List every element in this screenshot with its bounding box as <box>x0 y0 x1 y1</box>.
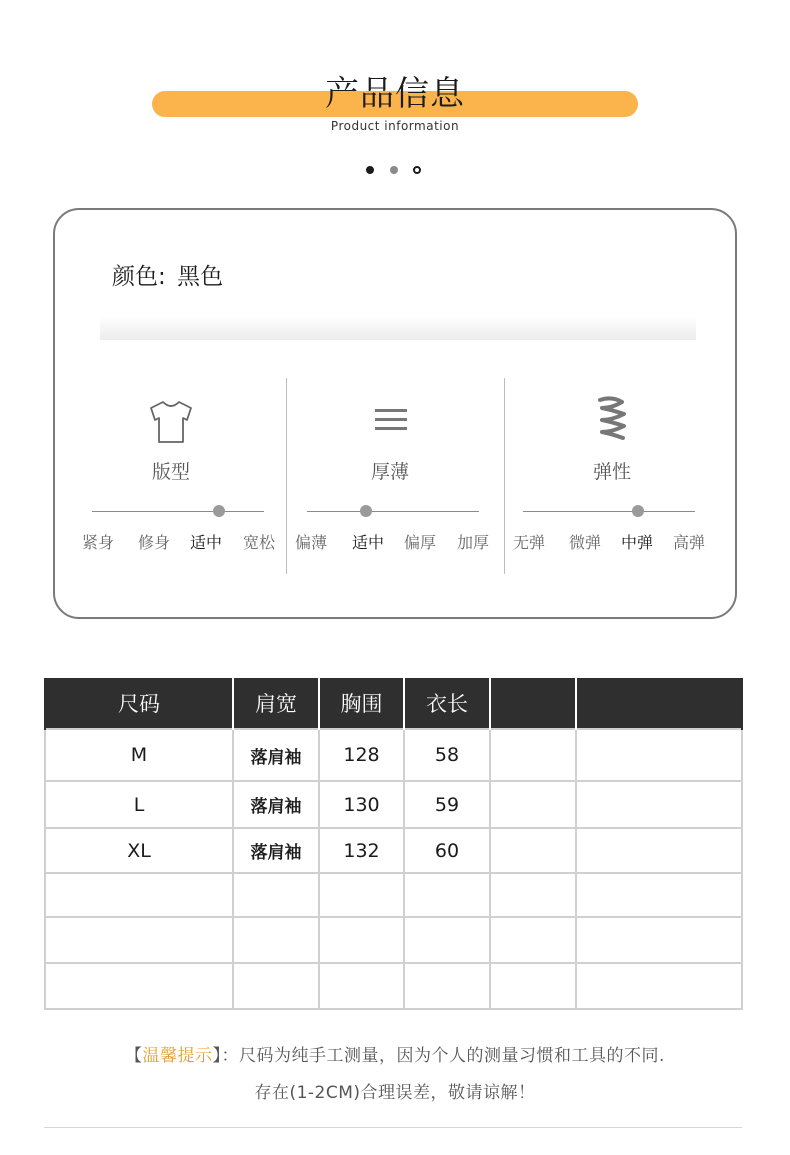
color-info <box>112 258 223 291</box>
table-cell: 132 <box>319 828 404 873</box>
table-cell <box>233 917 319 963</box>
table-cell <box>576 873 742 917</box>
carousel-dot-2 <box>390 166 398 174</box>
header-chest: 胸围 <box>319 678 404 729</box>
table-cell: L <box>45 781 233 828</box>
tshirt-icon <box>148 399 194 445</box>
attr-label-fit: 版型 <box>151 461 190 483</box>
table-cell <box>490 917 576 963</box>
column-divider <box>286 378 287 574</box>
fit-option-selected: 适中 <box>190 533 223 552</box>
fit-option: 紧身 <box>82 533 115 552</box>
table-row <box>45 917 742 963</box>
column-divider <box>504 378 505 574</box>
fit-option: 宽松 <box>243 533 276 552</box>
table-cell <box>490 781 576 828</box>
table-cell <box>45 873 233 917</box>
table-cell <box>490 873 576 917</box>
carousel-dot-3 <box>413 166 421 174</box>
size-note-line-2: 存在(1-2CM)合理误差，敬请谅解！ <box>254 1083 536 1103</box>
attr-label-thickness: 厚薄 <box>370 461 409 483</box>
table-cell: 落肩袖 <box>233 828 319 873</box>
table-row <box>45 828 742 873</box>
thickness-option-selected: 适中 <box>352 533 385 552</box>
divider-shadow <box>100 316 696 340</box>
size-note-line-1 <box>0 1041 790 1066</box>
table-cell <box>576 917 742 963</box>
table-cell <box>490 963 576 1009</box>
elasticity-option: 无弹 <box>513 533 546 552</box>
thickness-option: 加厚 <box>457 533 490 552</box>
table-cell <box>404 917 490 963</box>
layers-icon <box>374 408 408 432</box>
attr-label-elasticity: 弹性 <box>592 461 631 483</box>
note-highlight: 温馨提示 <box>142 1046 213 1066</box>
table-cell <box>319 917 404 963</box>
table-cell <box>576 963 742 1009</box>
table-cell: M <box>45 729 233 781</box>
header-length: 衣长 <box>404 678 490 729</box>
elasticity-option-selected: 中弹 <box>621 533 654 552</box>
size-table <box>44 678 743 1010</box>
page-title: 产品信息 <box>325 74 465 114</box>
table-cell <box>576 828 742 873</box>
thickness-scale-track <box>307 511 479 512</box>
table-cell: 落肩袖 <box>233 729 319 781</box>
table-cell <box>490 729 576 781</box>
elasticity-scale-marker <box>632 505 644 517</box>
fit-option: 修身 <box>138 533 171 552</box>
table-cell <box>576 781 742 828</box>
bottom-divider <box>44 1127 742 1128</box>
note-text: ：尺码为纯手工测量，因为个人的测量习惯和工具的不同. <box>221 1046 665 1066</box>
thickness-option: 偏厚 <box>404 533 437 552</box>
table-cell <box>319 873 404 917</box>
table-cell <box>233 963 319 1009</box>
header-size: 尺码 <box>45 678 233 729</box>
spring-icon <box>596 396 628 442</box>
table-cell <box>45 917 233 963</box>
color-label: 颜色: <box>112 264 166 290</box>
table-row <box>45 729 742 781</box>
table-cell <box>576 729 742 781</box>
table-cell <box>404 963 490 1009</box>
thickness-scale-marker <box>360 505 372 517</box>
header-empty <box>490 678 576 729</box>
table-row <box>45 963 742 1009</box>
elasticity-option: 高弹 <box>673 533 706 552</box>
color-value: 黑色 <box>177 264 224 290</box>
table-cell: XL <box>45 828 233 873</box>
table-cell <box>233 873 319 917</box>
table-cell <box>45 963 233 1009</box>
fit-scale-track <box>92 511 264 512</box>
elasticity-option: 微弹 <box>569 533 602 552</box>
table-cell <box>319 963 404 1009</box>
thickness-option: 偏薄 <box>295 533 328 552</box>
table-row <box>45 873 742 917</box>
table-row <box>45 781 742 828</box>
note-bracket-close: 】 <box>212 1046 222 1066</box>
table-cell: 60 <box>404 828 490 873</box>
header-shoulder: 肩宽 <box>233 678 319 729</box>
elasticity-scale-track <box>523 511 695 512</box>
table-header-row <box>45 678 742 729</box>
note-bracket-open: 【 <box>125 1046 143 1066</box>
table-cell: 130 <box>319 781 404 828</box>
table-cell: 59 <box>404 781 490 828</box>
table-cell <box>490 828 576 873</box>
carousel-dot-1 <box>366 166 374 174</box>
fit-scale-marker <box>213 505 225 517</box>
table-cell: 58 <box>404 729 490 781</box>
page-subtitle: Product information <box>330 119 460 133</box>
table-cell <box>404 873 490 917</box>
table-cell: 落肩袖 <box>233 781 319 828</box>
table-cell: 128 <box>319 729 404 781</box>
header-empty <box>576 678 742 729</box>
